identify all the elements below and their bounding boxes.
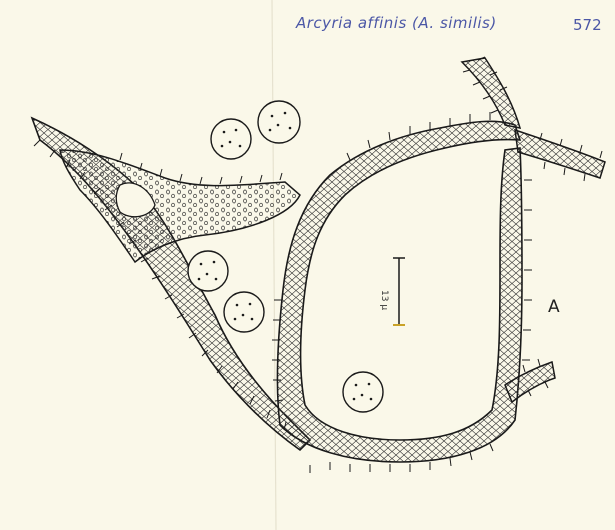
species-label: Arcyria affinis (A. similis): [296, 14, 497, 32]
spore: [188, 251, 228, 291]
fold-line: [272, 0, 276, 530]
panel-letter: A: [548, 297, 560, 317]
scale-bar-label: 13 µ: [379, 290, 389, 311]
capillitium-top-branch: [462, 58, 520, 128]
plate-number: 572: [573, 16, 602, 34]
spore: [211, 119, 251, 159]
capillitium-expansion: [60, 150, 300, 262]
spore: [258, 101, 300, 143]
capillitium-right-branch: [515, 130, 605, 178]
spore: [224, 292, 264, 332]
scale-bar: [393, 258, 405, 325]
spore: [343, 372, 383, 412]
